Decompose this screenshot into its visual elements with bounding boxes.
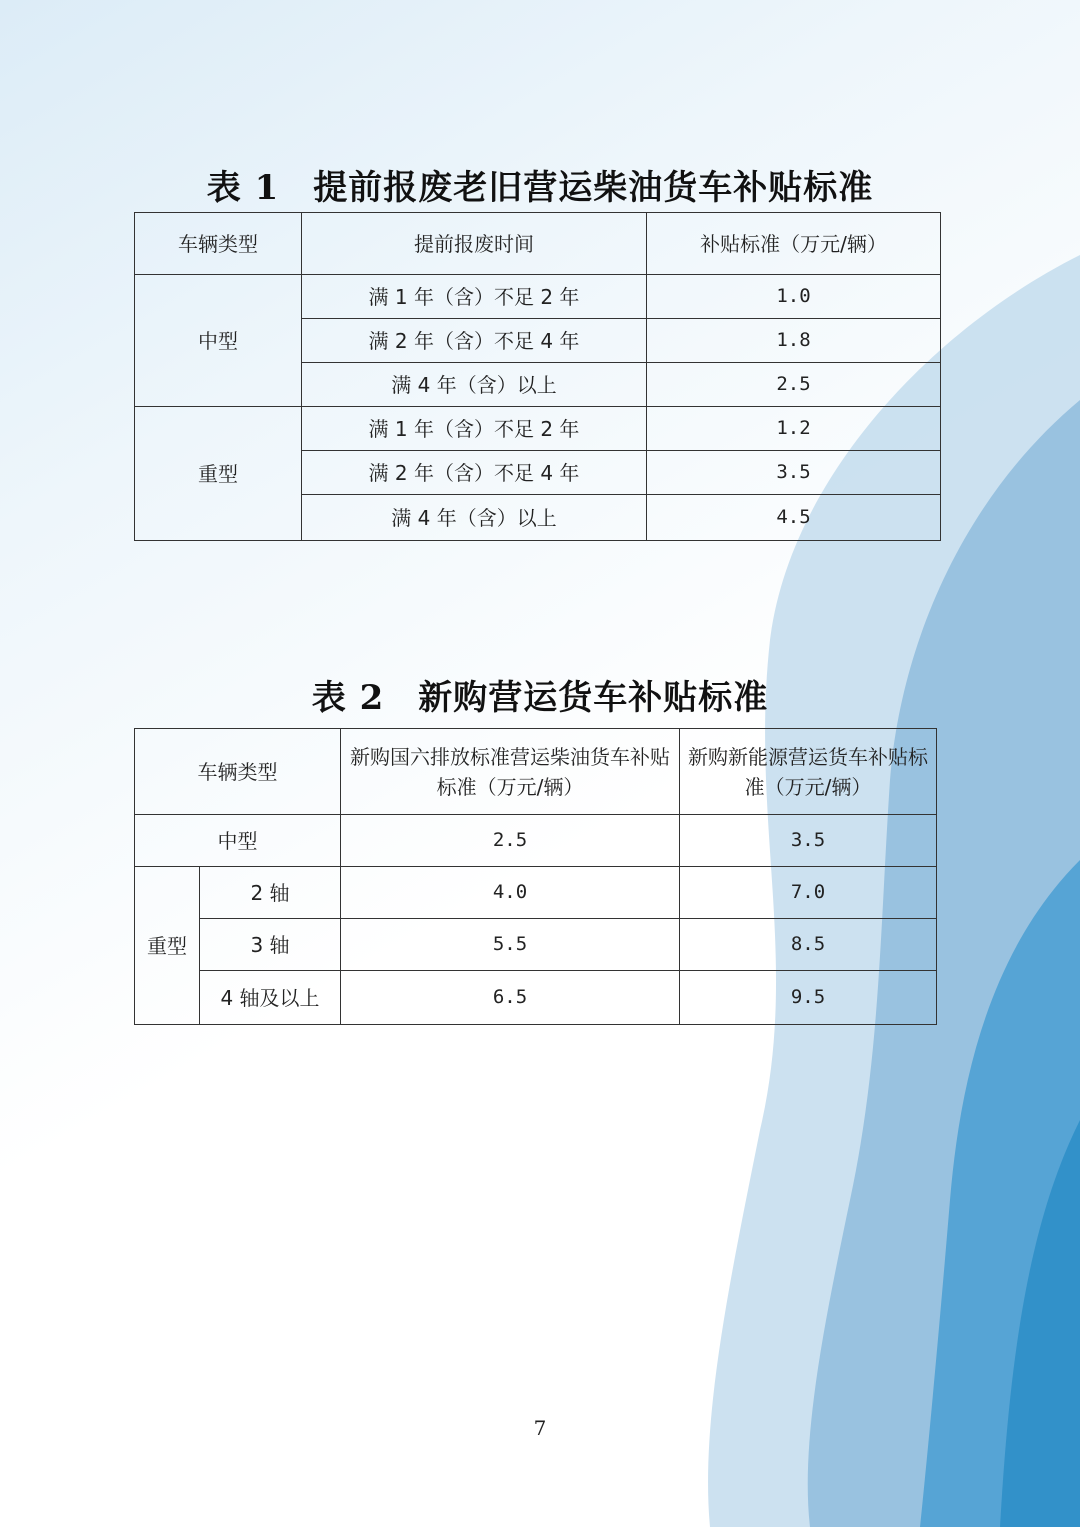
- subsidy-value-cell: 2.5: [647, 363, 941, 407]
- subsidy-value-cell: 1.0: [647, 275, 941, 319]
- table1-title: [0, 160, 1080, 209]
- new-energy-value-cell: 7.0: [680, 867, 937, 919]
- table2-title-text: 新购营运货车补贴标准: [418, 678, 769, 718]
- diesel-value-cell: 5.5: [341, 919, 680, 971]
- diesel-value-cell: 2.5: [341, 815, 680, 867]
- scrap-time-cell: 满 2 年（含）不足 4 年: [302, 319, 647, 363]
- table2-title-number: 表 2: [311, 678, 385, 718]
- scrap-time-cell: 满 4 年（含）以上: [302, 363, 647, 407]
- vehicle-type-cell: 中型: [135, 275, 302, 407]
- table-row: [135, 275, 941, 319]
- subsidy-value-cell: 3.5: [647, 451, 941, 495]
- table2-new-purchase-subsidy: [134, 728, 937, 1025]
- table-row: [135, 867, 937, 919]
- header-diesel-subsidy: 新购国六排放标准营运柴油货车补贴标准（万元/辆）: [341, 729, 680, 815]
- header-vehicle-type: 车辆类型: [135, 213, 302, 275]
- axle-cell: 2 轴: [200, 867, 341, 919]
- table-row: [135, 971, 937, 1025]
- table1-title-number: 表 1: [206, 168, 280, 208]
- table-header-row: [135, 213, 941, 275]
- table-row: [135, 407, 941, 451]
- table1-scrap-subsidy: [134, 212, 941, 541]
- header-scrap-time: 提前报废时间: [302, 213, 647, 275]
- vehicle-type-cell: 中型: [135, 815, 341, 867]
- scrap-time-cell: 满 1 年（含）不足 2 年: [302, 275, 647, 319]
- subsidy-value-cell: 1.8: [647, 319, 941, 363]
- vehicle-type-cell: 重型: [135, 867, 200, 1025]
- subsidy-value-cell: 4.5: [647, 495, 941, 541]
- table2-title: [0, 670, 1080, 719]
- table-row: [135, 919, 937, 971]
- header-vehicle-type: 车辆类型: [135, 729, 341, 815]
- table-header-row: [135, 729, 937, 815]
- new-energy-value-cell: 8.5: [680, 919, 937, 971]
- scrap-time-cell: 满 1 年（含）不足 2 年: [302, 407, 647, 451]
- subsidy-value-cell: 1.2: [647, 407, 941, 451]
- scrap-time-cell: 满 2 年（含）不足 4 年: [302, 451, 647, 495]
- scrap-time-cell: 满 4 年（含）以上: [302, 495, 647, 541]
- page-number: 7: [533, 1416, 547, 1440]
- axle-cell: 3 轴: [200, 919, 341, 971]
- table-row: [135, 815, 937, 867]
- diesel-value-cell: 6.5: [341, 971, 680, 1025]
- header-new-energy-subsidy: 新购新能源营运货车补贴标准（万元/辆）: [680, 729, 937, 815]
- table1-title-text: 提前报废老旧营运柴油货车补贴标准: [313, 168, 874, 208]
- diesel-value-cell: 4.0: [341, 867, 680, 919]
- axle-cell: 4 轴及以上: [200, 971, 341, 1025]
- header-subsidy-standard: 补贴标准（万元/辆）: [647, 213, 941, 275]
- vehicle-type-cell: 重型: [135, 407, 302, 541]
- new-energy-value-cell: 3.5: [680, 815, 937, 867]
- new-energy-value-cell: 9.5: [680, 971, 937, 1025]
